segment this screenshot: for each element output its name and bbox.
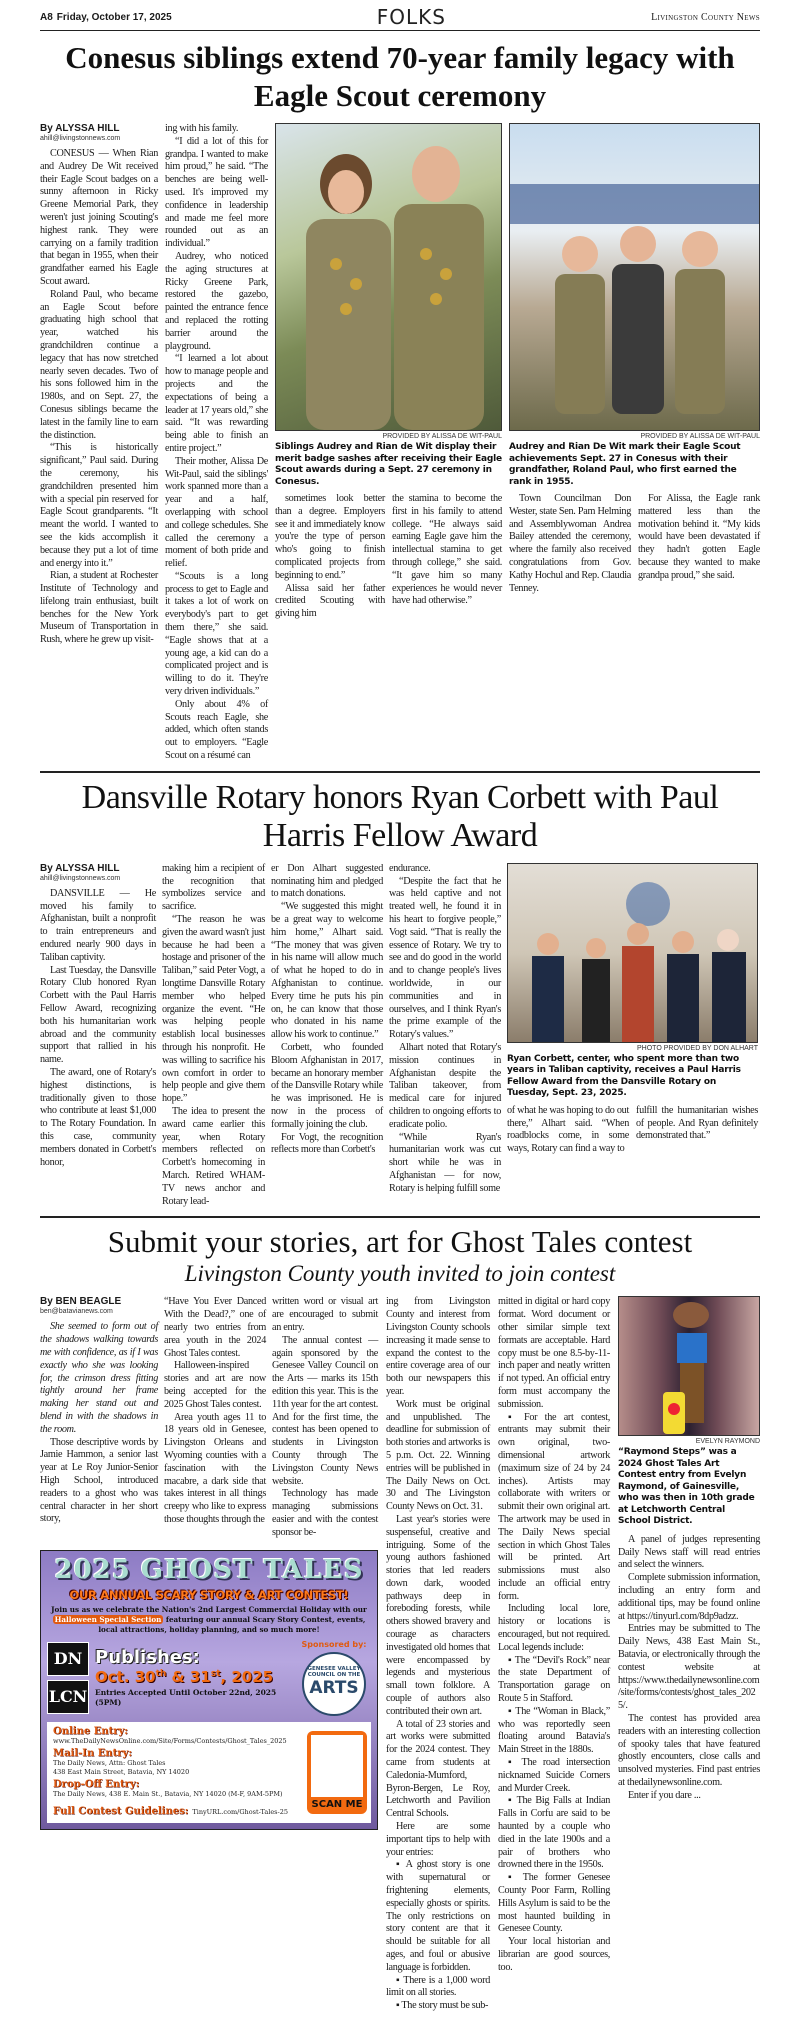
- article-column: [636, 1105, 758, 1143]
- paragraph: CONESUS — When Rian and Audrey De Wit received their Eagle Scout badges on a sunny afternoon in Ricky Greene Memorial Park, they weren't just joining Scouting's highest rank. They were carrying on a family tradition that began in 1955, when their grandfather earned his Eagle Scout award.: [40, 148, 158, 287]
- left-columns: [40, 1296, 378, 1539]
- paragraph: ▪ For the art contest, entrants may submit their own original, two-dimensional artwork (maximum size of 24 by 24 inches). Artists may collaborate with writers or submit their own original art. The artwork may be used in The Daily News special section in which Ghost Tales will be printed. Art submissions must also include an official entry form.: [498, 1411, 610, 1602]
- headline-ghost-tales: Submit your stories, art for Ghost Tales contest: [107, 1224, 693, 1260]
- paragraph: Area youth ages 11 to 18 years old in Genesee, Livingston Orleans and Wyoming counties with a fascination with the macabre, a dark side that takes interest in all things creepy who like to express those thoughts through the: [164, 1411, 266, 1525]
- ad-promo-text: [47, 1605, 371, 1635]
- paragraph: Town Councilman Don Wester, state Sen. Pam Helming and Assemblywoman Andrea Bailey attended the ceremony, where the family also received congratulations from Gov. Kathy Hochul and Rep. Claudia Tenney.: [509, 493, 631, 594]
- paragraph: of what he was hoping to do out there,” Alhart said. “When roadblocks come, in some ways, Rotary can find a way to: [507, 1104, 629, 1155]
- paragraph: ing from Livingston County and interest from Livingston County schools increasing it made sense to expand the contest to the entire coverage area of our both our newspapers this year.: [386, 1296, 490, 1397]
- paper-name: Livingston County News: [651, 11, 760, 23]
- paragraph: ▪ There is a 1,000 word limit on all stories.: [386, 1974, 490, 1999]
- author: By BEN BEAGLE: [40, 1296, 122, 1308]
- entry-info-box: [47, 1722, 371, 1823]
- dropoff-heading: Drop-Off Entry:: [53, 1778, 140, 1790]
- paragraph: The idea to present the award came earlier this year, when Rotary members reflected on Corbett's homecoming in March. Retired WHAM-TV news anchor and Rotary lead-: [162, 1105, 265, 1207]
- paragraph: Your local historian and librarian are good sources, too.: [498, 1936, 610, 1973]
- story-ghost-tales: [40, 1296, 760, 2013]
- page-header: [40, 4, 760, 31]
- article-column: [40, 148, 158, 647]
- photo-caption: Siblings Audrey and Rian de Wit display their merit badge sashes after receiving their Eagle Scout awards during a Sept. 27 ceremony in Conesus.: [275, 442, 502, 487]
- paragraph: “Scouts is a long process to get to Eagle and it takes a lot of work on everybody's part to get them there,” she said. “Eagle shows that at a young age, a kid can do a complicated project and is willing to do it. They're very driven individuals.”: [165, 570, 268, 698]
- ghost-tales-advertisement: [40, 1550, 378, 1830]
- paragraph: written word or visual art are encouraged to submit an entry.: [272, 1296, 378, 1333]
- date-suffix: st: [210, 1669, 221, 1679]
- dropoff-address: The Daily News, 438 E. Main St., Batavia, NY 14020 (M-F, 9AM-5PM): [53, 1789, 283, 1798]
- online-entry-heading: Online Entry:: [53, 1725, 128, 1737]
- gvca-logo: [302, 1652, 366, 1716]
- ad-sponsor: [297, 1640, 371, 1716]
- article-column: [618, 1534, 760, 1803]
- paragraph: Complete submission information, including an entry form and additional tips, may be found online at https://tinyurl.com/8dp9adzz.: [618, 1572, 760, 1622]
- article-column: [165, 123, 268, 763]
- photo-credit: EVELYN RAYMOND: [695, 1438, 760, 1446]
- paragraph: ▪ The former Genesee County Poor Farm, Rolling Hills Asylum is said to be the most haunted building in Genesee County.: [498, 1872, 610, 1935]
- date-part: , 2025: [220, 1668, 274, 1686]
- date-part: Oct. 30: [95, 1668, 156, 1686]
- paragraph: A panel of judges representing Daily News staff will read entries and select the winners.: [618, 1533, 760, 1571]
- article-column: [498, 1296, 610, 1974]
- rotary-group-image: [508, 864, 757, 1042]
- daily-news-logo: DN: [47, 1642, 89, 1676]
- photo-block-1: [275, 123, 502, 621]
- headline-eagle-scout: Conesus siblings extend 70-year family legacy with Eagle Scout ceremony: [65, 40, 735, 113]
- ad-publish-info: [95, 1647, 291, 1708]
- paragraph: DANSVILLE — He moved his family to Afghanistan, built a nonprofit to train entrepreneurs and endured nearly 900 days in Taliban captivity.: [40, 887, 156, 963]
- photo-siblings-sashes: [275, 123, 502, 431]
- paragraph: “Despite the fact that he was held captive and not treated well, he found it in his heart to forgive people,” Vogt said. “That is really the essence of Rotary. We try to see and do good in the world and to change people's lives worldwide, in our communities and in ourselves, and I think Ryan's the prime example of the Rotary's values.”: [389, 875, 501, 1041]
- paragraph: making him a recipient of the recognition that symbolizes service and sacrifice.: [162, 862, 265, 913]
- paragraph: “I did a lot of this for grandpa. I wanted to make him proud,” he said. “The benches are being well-used. It's improved my confidence in leadership and made me feel more rounded out as an individual.”: [165, 135, 268, 250]
- page-folio: [40, 12, 172, 23]
- scan-me-label: SCAN ME: [311, 1798, 363, 1810]
- guidelines-heading: Full Contest Guidelines:: [53, 1805, 189, 1817]
- issue-date: Friday, October 17, 2025: [56, 11, 172, 23]
- author: By ALYSSA HILL: [40, 862, 120, 874]
- date-suffix: th: [155, 1669, 167, 1679]
- paragraph: “Have You Ever Danced With the Dead?,” one of nearly two entries from area youth in the 2024 Ghost Tales contest.: [164, 1296, 266, 1359]
- paragraph: Halloween-inspired stories and art are now being accepted for the 2025 Ghost Tales contest.: [164, 1360, 266, 1410]
- ad-logos: [47, 1642, 89, 1714]
- paragraph: For Alissa, the Eagle rank mattered less than the motivation behind it. “My kids would have been devastated if they hadn't gotten Eagle because they wanted to make grandpa proud,” she said.: [638, 493, 760, 581]
- paragraph: Including local lore, history or locations is encouraged, but not required. Local legends include:: [498, 1603, 610, 1653]
- promo-line: Join us as we celebrate the Nation's 2nd Largest Commercial Holiday with our: [51, 1604, 367, 1614]
- paragraph: Roland Paul, who became an Eagle Scout before graduating high school that year, watched his grandchildren continue a legacy that has now stretched nearly seven decades. Two of his sons followed him in the 1980s, and on Sept. 27, the Conesus siblings became the latest in the family line to earn the distinction.: [40, 288, 158, 441]
- paragraph: ▪ The story must be sub-: [396, 2000, 489, 2012]
- photo-raymond-steps: [618, 1296, 760, 1436]
- photo-credit: PHOTO PROVIDED BY DON ALHART: [637, 1044, 758, 1052]
- paragraph: ▪ The Big Falls at Indian Falls in Corfu are said to be haunted by a couple who died in the late 1900s and a pair of brothers who drowned there in the 1950s.: [498, 1795, 610, 1871]
- paragraph: “This is historically significant,” Paul said. During the ceremony, his grandchildren presented him with a special pin reserved for Eagle Scout grandparents. “It meant the world. I wanted to see the kids accomplish it because they put a lot of time and energy into it.”: [40, 442, 158, 569]
- sub-columns: [275, 493, 502, 621]
- story-column-1: [40, 863, 156, 1170]
- date-part: & 31: [166, 1668, 211, 1686]
- photo-credit: PROVIDED BY ALISSA DE WIT-PAUL: [640, 433, 760, 440]
- paragraph: The contest has provided area readers with an interesting collection of spooky tales that have featured ghostly encounters, close calls and unsolved mysteries. Find past entries at thedailynewsonline.com.: [618, 1713, 760, 1788]
- page-number: A8: [40, 11, 53, 23]
- ad-title: 2025 GHOST TALES: [54, 1554, 364, 1585]
- article-column: [40, 1321, 158, 1526]
- article-column: [638, 493, 760, 583]
- photo-caption: “Raymond Steps” was a 2024 Ghost Tales Art Contest entry from Evelyn Raymond, of Gainesville, who was then in 10th grade at Letchworth Central School District.: [618, 1447, 755, 1527]
- headline-rotary: Dansville Rotary honors Ryan Corbett with Paul Harris Fellow Award: [81, 778, 719, 854]
- siblings-figures-image: [276, 124, 501, 430]
- paragraph: ▪ The road intersection nicknamed Suicide Corners and Murder Creek.: [498, 1757, 610, 1794]
- entry-info: [53, 1726, 301, 1819]
- ad-banner: OUR ANNUAL SCARY STORY & ART CONTEST!: [69, 1587, 349, 1602]
- photo-credit: PROVIDED BY ALISSA DE WIT-PAUL: [382, 433, 502, 440]
- paragraph: Enter if you dare ...: [628, 1789, 701, 1801]
- promo-line: featuring our annual Scary Story Contest, events, local attractions, holiday planning, and so much more!: [98, 1614, 366, 1634]
- article-column: [272, 1296, 378, 1539]
- publish-dates: [95, 1668, 291, 1686]
- paragraph: ▪ A ghost story is one with supernatural or frightening elements, especially ghosts or spirits. The only restrictions on story content are that it should be suitable for all ages, and foul or abusive language is forbidden.: [386, 1859, 490, 1973]
- article-column: [509, 493, 631, 595]
- paragraph: Last Tuesday, the Dansville Rotary Club honored Ryan Corbett with the Paul Harris Fellow Award, recognizing both his humanitarian work abroad and the community support that rallied in his name.: [40, 964, 156, 1066]
- mail-address: 438 East Main Street, Batavia, NY 14020: [53, 1767, 190, 1776]
- paragraph: Corbett, who founded Bloom Afghanistan in 2017, became an honorary member of the Dansville Rotary while he was imprisoned. He is now in the process of formally joining the club.: [271, 1042, 383, 1130]
- article-column: [392, 493, 502, 608]
- sponsored-label: Sponsored by:: [301, 1639, 367, 1649]
- subheadline: Livingston County youth invited to join contest: [184, 1261, 616, 1287]
- sub-columns: [507, 1105, 758, 1156]
- paragraph: Technology has made managing submissions easier and with the contest sponsor be-: [272, 1488, 378, 1538]
- paragraph: “I learned a lot about how to manage people and projects and the expectations of being a leader at 17 years old,” she said. “It was rewarding being able to finish an entire project.”: [165, 353, 268, 454]
- paragraph: Audrey, who noticed the aging structures at Ricky Greene Park, restored the gazebo, painted the entrance fence and replaced the rotting barrier around the playground.: [165, 250, 268, 352]
- paragraph: ing with his family.: [165, 123, 239, 134]
- paragraph: “The reason he was given the award wasn't just because he had been a hostage and prisoner of the Taliban,” said Peter Vogt, a longtime Dansville Rotary member who helped organize the event. “He was helping people establish local businesses through his nonprofit. He was willing to sacrifice his own comfort in order to help people and give them hope.”: [162, 914, 265, 1105]
- paragraph: er Don Alhart suggested nominating him and pledged to match donations.: [271, 862, 383, 900]
- article-column: [271, 863, 383, 1157]
- story-rotary: [40, 863, 760, 1209]
- story-column-1: [40, 123, 158, 647]
- paragraph: ▪ The “Devil's Rock” near the state Department of Transportation garage on Route 5 in Stafford.: [498, 1654, 610, 1705]
- photo-caption: Ryan Corbett, center, who spent more than two years in Taliban captivity, receives a Paul Harris Fellow Award from the Dansville Rotary on Tuesday, Sept. 23, 2025.: [507, 1053, 741, 1099]
- qr-code-icon: [311, 1735, 363, 1797]
- paragraph: Alhart noted that Rotary's mission continues in Afghanistan despite the Taliban takeover, from medical care for injured children to ongoing efforts to eradicate polio.: [389, 1042, 501, 1130]
- publishes-label: Publishes:: [95, 1647, 200, 1668]
- paragraph: Alissa said her father credited Scouting with giving him: [275, 582, 385, 620]
- promo-highlight: Halloween Special Section: [54, 1614, 162, 1624]
- author-email: ahill@livingstonnews.com: [40, 135, 121, 142]
- paragraph: Here are some important tips to help with your entries:: [386, 1821, 490, 1858]
- article-column: [507, 1105, 629, 1156]
- sub-columns: [509, 493, 760, 595]
- section-rule: [40, 1216, 760, 1218]
- photo-grandfather: [509, 123, 760, 431]
- article-column: [162, 863, 265, 1209]
- paragraph: fulfill the humanitarian wishes of people. And Ryan definitely demonstrated that.”: [636, 1104, 758, 1142]
- online-entry-url[interactable]: www.TheDailyNewsOnline.com/Site/Forms/Contests/Ghost_Tales_2025: [53, 1736, 287, 1745]
- paragraph: Only about 4% of Scouts reach Eagle, she added, which often stands out to employers. “Eagle Scout on a résumé can: [165, 698, 268, 762]
- entry-deadline: Entries Accepted Until October 22nd, 2025 (5PM): [95, 1688, 277, 1707]
- photo-block-3: [507, 863, 758, 1156]
- author: By ALYSSA HILL: [40, 123, 120, 134]
- story-eagle-scout: [40, 123, 760, 763]
- article-column: [40, 888, 156, 1170]
- article-column: [164, 1296, 266, 1526]
- author-email: ben@batavianews.com: [40, 1308, 113, 1316]
- lcn-logo: LCN: [47, 1680, 89, 1714]
- paragraph: “While Ryan's humanitarian work was cut short while he was in Afghanistan — for now, Rotary is helping fulfill some: [389, 1131, 501, 1194]
- paragraph: She seemed to form out of the shadows walking towards me with confidence, as if I was exactly who she was looking for, the crimson dress fitting tightly around her frame making her stand out and blend in with the shadows in the room.: [40, 1321, 158, 1435]
- sponsor-arts: ARTS: [309, 1677, 359, 1698]
- section-rule: [40, 771, 760, 773]
- article-column: [386, 1296, 490, 2013]
- ghost-artwork-image: [619, 1297, 759, 1435]
- paragraph: the stamina to become the first in his family to attend college. “He always said earning Eagle gave him the intellectual stamina to get through college,” she said. “It gave him so many experiences he would never have had otherwise.”: [392, 493, 502, 607]
- paragraph: Last year's stories were suspenseful, creative and intriguing. Some of the young authors fashioned stories that led readers down dark, wooded pathways deep in foreboding forests, while others showed bravery and courage as characters investigated old homes that were encompassed by legends and mysterious small town folklore. A couple of authors also contributed their own art.: [386, 1513, 490, 1717]
- photo-caption: Audrey and Rian De Wit mark their Eagle Scout achievements Sept. 27 in Conesus with their grandfather, Roland Paul, who first earned the rank in 1955.: [509, 442, 741, 487]
- qr-code-block[interactable]: [307, 1731, 367, 1814]
- paragraph: The annual contest — again sponsored by the Genesee Valley Council on the Arts — marks its 15th edition this year. This is the 11th year for the art contest. And for the first time, the contest has been opened to students in Livingston County through The Livingston County News website.: [272, 1334, 378, 1487]
- paragraph: For Vogt, the recognition reflects more than Corbett's: [271, 1131, 383, 1156]
- paragraph: Their mother, Alissa De Wit-Paul, said the siblings' work spanned more than a year and a half, overlapping with school and college schedules. She called the ceremony a moment of both pride and relief.: [165, 455, 268, 570]
- mail-entry-heading: Mail-In Entry:: [53, 1747, 133, 1759]
- paragraph: A total of 23 stories and art works were submitted for the 2024 contest. They came from students at Caledonia-Mumford, Byron-Bergen, Le Roy, Letchworth and Pavilion Central Schools.: [386, 1718, 490, 1820]
- guidelines-url[interactable]: TinyURL.com/Ghost-Tales-25: [192, 1807, 288, 1816]
- photo-block-2: [509, 123, 760, 595]
- author-email: ahill@livingstonnews.com: [40, 874, 121, 882]
- guidelines-line: [53, 1801, 301, 1819]
- paragraph: “We suggested this might be a great way to welcome him home,” Alhart said. “The money that was given in his name will allow much of what he hoped to do in Afghanistan to continue. Every time he puts his pin on, he can know that those who donated in his name allow his work to continue.”: [271, 901, 383, 1041]
- family-figures-image: [510, 124, 759, 430]
- paragraph: Entries may be submitted to The Daily News, 438 East Main St., Batavia, or electronically through the contest website at https://www.thedailynewsonline.com/site/forms/contests/ghost_tales_2025/.: [618, 1623, 760, 1712]
- left-block: [40, 1296, 378, 1829]
- paragraph: mitted in digital or hard copy format. Word document or other similar simple text formats are acceptable. Hard copy must be one 8.5-by-11-inch paper and neatly written if not typed. An official entry form must accompany the submission.: [498, 1296, 610, 1410]
- photo-block-4: [618, 1296, 760, 1802]
- paragraph: The award, one of Rotary's highest distinctions, is traditionally given to those who contribute at least $1,000 to The Rotary Foundation. In this case, community members donated in Corbett's honor,: [40, 1067, 156, 1168]
- story-column-1: [40, 1296, 158, 1526]
- photo-corbett-award: [507, 863, 758, 1043]
- sponsor-name: GENESEE VALLEY COUNCIL ON THE: [307, 1665, 361, 1678]
- article-column: [389, 863, 501, 1196]
- paragraph: sometimes look better than a degree. Employers see it and immediately know you're the type of person who's going to finish complicated projects from beginning to end.”: [275, 493, 385, 581]
- paragraph: ▪ The “Woman in Black,” who was reportedly seen floating around Batavia's Main Street in the 1880s.: [498, 1705, 610, 1756]
- article-column: [275, 493, 385, 621]
- mail-address: The Daily News, Attn: Ghost Tales: [53, 1758, 166, 1767]
- paragraph: endurance.: [389, 862, 431, 874]
- ad-middle-row: [47, 1640, 371, 1716]
- section-name: FOLKS: [376, 5, 446, 29]
- paragraph: Those descriptive words by Jamie Hammon, a senior last year at Le Roy Junior-Senior High School, introduced readers to a ghost who was central character in her short story,: [40, 1436, 158, 1525]
- paragraph: Work must be original and unpublished. The deadline for submission of both stories and artworks is 5 p.m. Oct. 22. Winning entries will be published in The Daily News on Oct. 30 and The Livingston County News on Oct. 31.: [386, 1398, 490, 1513]
- paragraph: Rian, a student at Rochester Institute of Technology and lifelong train enthusiast, built benches for the New York Museum of Transportation in Rush, where he grew up visit-: [40, 570, 158, 646]
